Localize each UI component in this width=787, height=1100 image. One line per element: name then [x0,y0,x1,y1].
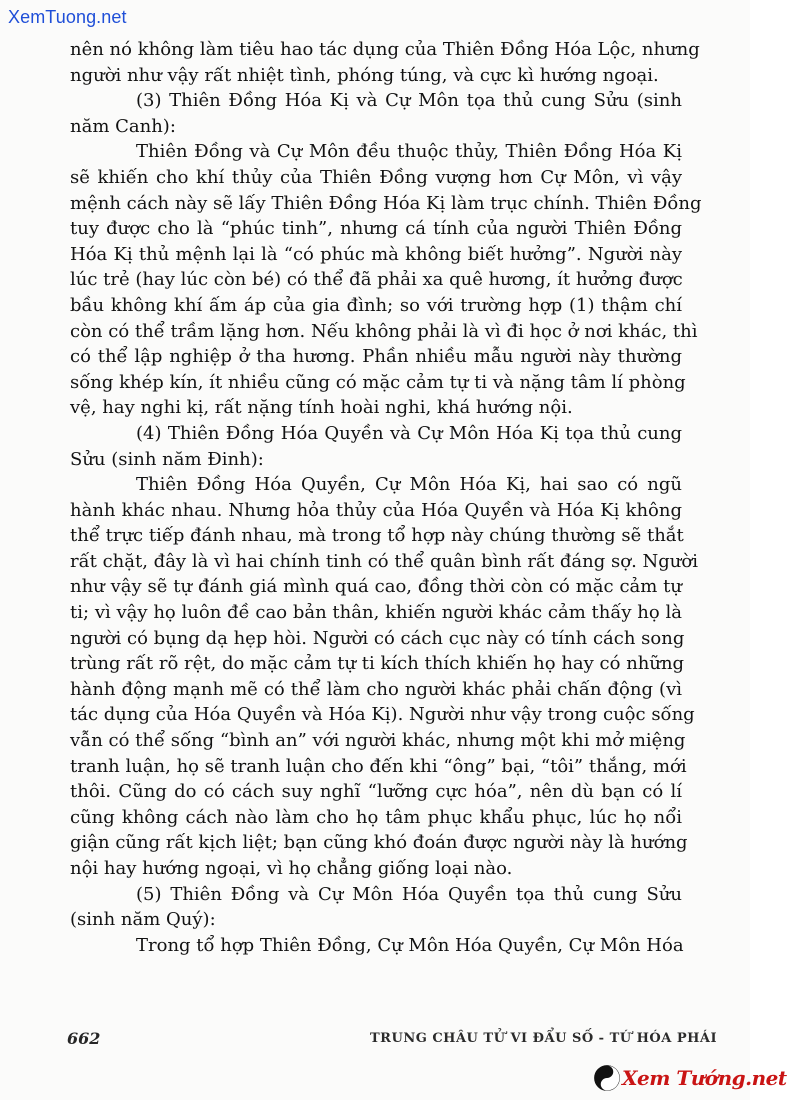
page-number: 662 [67,1029,101,1048]
running-title: TRUNG CHÂU TỬ VI ĐẨU SỐ - TỨ HÓA PHÁI [370,1031,718,1046]
text-line: như vậy sẽ tự đánh giá mình quá cao, đồng thời còn có mặc cảm tự [70,576,682,598]
text-line: có thể lập nghiệp ở tha hương. Phần nhiều mẫu người này thường [70,346,682,368]
text-line: hành khác nhau. Nhưng hỏa thủy của Hóa Quyền và Hóa Kị không [70,499,682,521]
page-body-text [70,37,702,958]
text-line: Sửu (sinh năm Đinh): [70,448,264,470]
text-line: còn có thể trầm lặng hơn. Nếu không phải là vì đi học ở nơi khác, thì [70,320,698,342]
text-line: Trong tổ hợp Thiên Đồng, Cự Môn Hóa Quyền, Cự Môn Hóa [136,934,684,956]
watermark-text: Xem Tướng.net [622,1066,787,1090]
page-footer [0,1015,787,1100]
text-line: bầu không khí ấm áp của gia đình; so với trường hợp (1) thậm chí [70,294,682,316]
text-line: (3) Thiên Đồng Hóa Kị và Cự Môn tọa thủ cung Sửu (sinh [136,90,682,112]
site-link[interactable]: XemTuong.net [8,7,127,27]
text-line: Thiên Đồng và Cự Môn đều thuộc thủy, Thiên Đồng Hóa Kị [136,141,682,163]
text-line: vẫn có thể sống “bình an” với người khác, nhưng một khi mở miệng [70,730,686,752]
text-line: người như vậy rất nhiệt tình, phóng túng, và cực kì hướng ngoại. [70,64,659,86]
text-line: người có bụng dạ hẹp hòi. Người có cách cục này có tính cách song [70,627,685,649]
watermark-logo[interactable] [592,1060,787,1100]
text-line: thể trực tiếp đánh nhau, mà trong tổ hợp này chúng thường sẽ thắt [70,525,684,547]
text-line: lúc trẻ (hay lúc còn bé) có thể đã phải xa quê hương, ít hưởng được [70,269,683,291]
text-line: Hóa Kị thủ mệnh lại là “có phúc mà không biết hưởng”. Người này [70,243,682,265]
text-line: thôi. Cũng do có cách suy nghĩ “lưỡng cực hóa”, nên dù bạn có lí [70,781,682,803]
text-line: sống khép kín, ít nhiều cũng có mặc cảm tự ti và nặng tâm lí phòng [70,371,686,393]
text-line: (5) Thiên Đồng và Cự Môn Hóa Quyền tọa thủ cung Sửu [136,883,682,905]
yin-yang-icon [594,1065,620,1091]
text-line: giận cũng rất kịch liệt; bạn cũng khó đoán được người này là hướng [70,832,688,854]
text-line: (4) Thiên Đồng Hóa Quyền và Cự Môn Hóa Kị tọa thủ cung [136,422,682,444]
text-line: Thiên Đồng Hóa Quyền, Cự Môn Hóa Kị, hai sao có ngũ [136,474,682,496]
text-line: tuy được cho là “phúc tinh”, nhưng cá tính của người Thiên Đồng [70,218,682,240]
text-line: ti; vì vậy họ luôn đề cao bản thân, khiến người khác cảm thấy họ là [70,602,682,624]
text-line: nội hay hướng ngoại, vì họ chẳng giống loại nào. [70,858,513,879]
text-line: vệ, hay nghi kị, rất nặng tính hoài nghi, khá hướng nội. [70,397,573,419]
text-line: tác dụng của Hóa Quyền và Hóa Kị). Người như vậy trong cuộc sống [70,704,695,726]
text-line: trùng rất rõ rệt, do mặc cảm tự ti kích thích khiến họ hay có những [70,653,685,675]
text-line: nên nó không làm tiêu hao tác dụng của Thiên Đồng Hóa Lộc, nhưng [70,39,700,60]
text-line: (sinh năm Quý): [70,909,216,931]
text-line: cũng không cách nào làm cho họ tâm phục khẩu phục, lúc họ nổi [70,806,682,828]
text-line: rất chặt, đây là vì hai chính tinh có thể quân bình rất đáng sợ. Người [70,550,698,572]
text-line: tranh luận, họ sẽ tranh luận cho đến khi “ông” bại, “tôi” thắng, mới [70,755,687,777]
text-line: năm Canh): [70,115,176,137]
text-line: mệnh cách này sẽ lấy Thiên Đồng Hóa Kị làm trục chính. Thiên Đồng [70,192,702,214]
text-line: hành động mạnh mẽ có thể làm cho người khác phải chấn động (vì [70,678,682,700]
text-line: sẽ khiến cho khí thủy của Thiên Đồng vượng hơn Cự Môn, vì vậy [70,166,682,188]
